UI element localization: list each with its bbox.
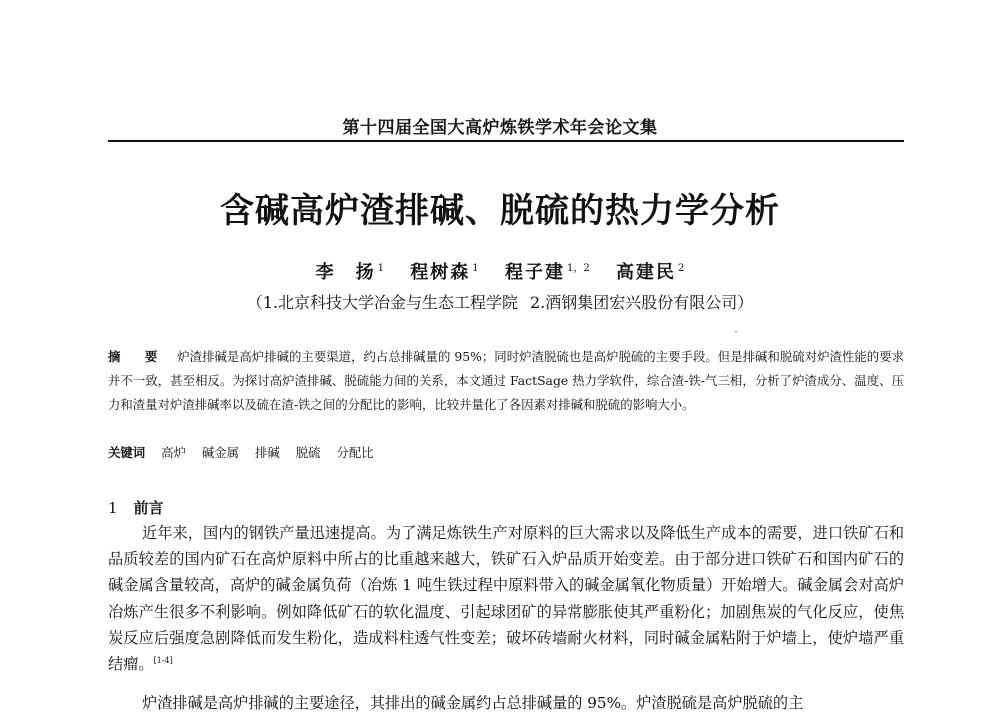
section-number: 1 [108, 499, 118, 517]
author [505, 262, 590, 283]
author [616, 262, 684, 283]
author [316, 262, 384, 283]
abstract [108, 345, 904, 417]
journal-header: 第十四届全国大高炉炼铁学术年会论文集 [342, 118, 658, 138]
body-paragraph-2: 炉渣排碱是高炉排碱的主要途径，其排出的碱金属约占总排碱量的 95%。炉渣脱硫是高炉脱硫的主 [142, 694, 804, 712]
author-affil-mark: 2 [677, 263, 685, 274]
paragraph-text: 近年来，国内的钢铁产量迅速提高。为了满足炼铁生产对原料的巨大需求以及降低生产成本的需要，进口铁矿石和品质较差的国内矿石在高炉原料中所占的比重越来越大，铁矿石入炉品质开始变差。由于部分进口铁矿石和国内矿石的碱金属含量较高，高炉的碱金属负荷（冶炼 1 吨生铁过程中原料带入的碱金属氧化物质量）开始增大。碱金属会对高炉冶炼产生很多不利影响。例如降低矿石的软化温度、引起球团矿的异常膨胀使其严重粉化；加剧焦炭的气化反应，使焦炭反应后强度急剧降低而发生粉化，造成料柱透气性变差；破坏砖墙耐火材料，同时碱金属粘附于炉墙上，使炉墙严重结瘤。 [108, 524, 904, 674]
keyword: 排碱 [254, 445, 280, 460]
affiliation-2: 2.酒钢集团宏兴股份有限公司） [530, 293, 754, 312]
abstract-text: 炉渣排碱是高炉排碱的主要渠道，约占总排碱量的 95%；同时炉渣脱硫也是高炉脱硫的主要手段。但是排碱和脱硫对炉渣性能的要求并不一致，甚至相反。为探讨高炉渣排碱、脱硫能力间的关系，本文通过 FactSage 热力学软件，综合渣-铁-气三相，分析了炉渣成分、温度、压力和渣量对炉渣排碱率以及硫在渣-铁之间的分配比的影响，比较并量化了各因素对排碱和脱硫的影响大小。 [108, 349, 904, 412]
author-affil-mark: 1 [377, 263, 385, 274]
citation: [1-4] [153, 655, 173, 665]
author-affil-mark: 1 [472, 263, 479, 274]
author-name: 李 扬 [315, 262, 376, 283]
author-name: 高建民 [615, 262, 676, 283]
affiliation-1: （1.北京科技大学冶金与生态工程学院 [246, 293, 518, 312]
author-list [0, 258, 1000, 284]
keyword: 分配比 [336, 445, 374, 460]
author [410, 262, 478, 283]
keywords-label: 关键词 [108, 445, 146, 460]
keyword: 高炉 [161, 445, 186, 460]
author-affil-mark: 1，2 [566, 263, 590, 274]
scan-speck [735, 331, 737, 332]
keywords [108, 441, 904, 465]
section-title: 前言 [133, 499, 164, 517]
section-heading [108, 497, 164, 518]
body-paragraph [108, 520, 904, 677]
affiliations [0, 290, 1000, 313]
abstract-label: 摘 要 [108, 349, 164, 364]
keyword: 碱金属 [201, 445, 240, 460]
author-name: 程树森 [410, 262, 471, 283]
paper-title: 含碱高炉渣排碱、脱硫的热力学分析 [220, 191, 780, 231]
keyword: 脱硫 [295, 445, 321, 460]
header-rule [108, 140, 904, 142]
author-name: 程子建 [504, 262, 565, 283]
